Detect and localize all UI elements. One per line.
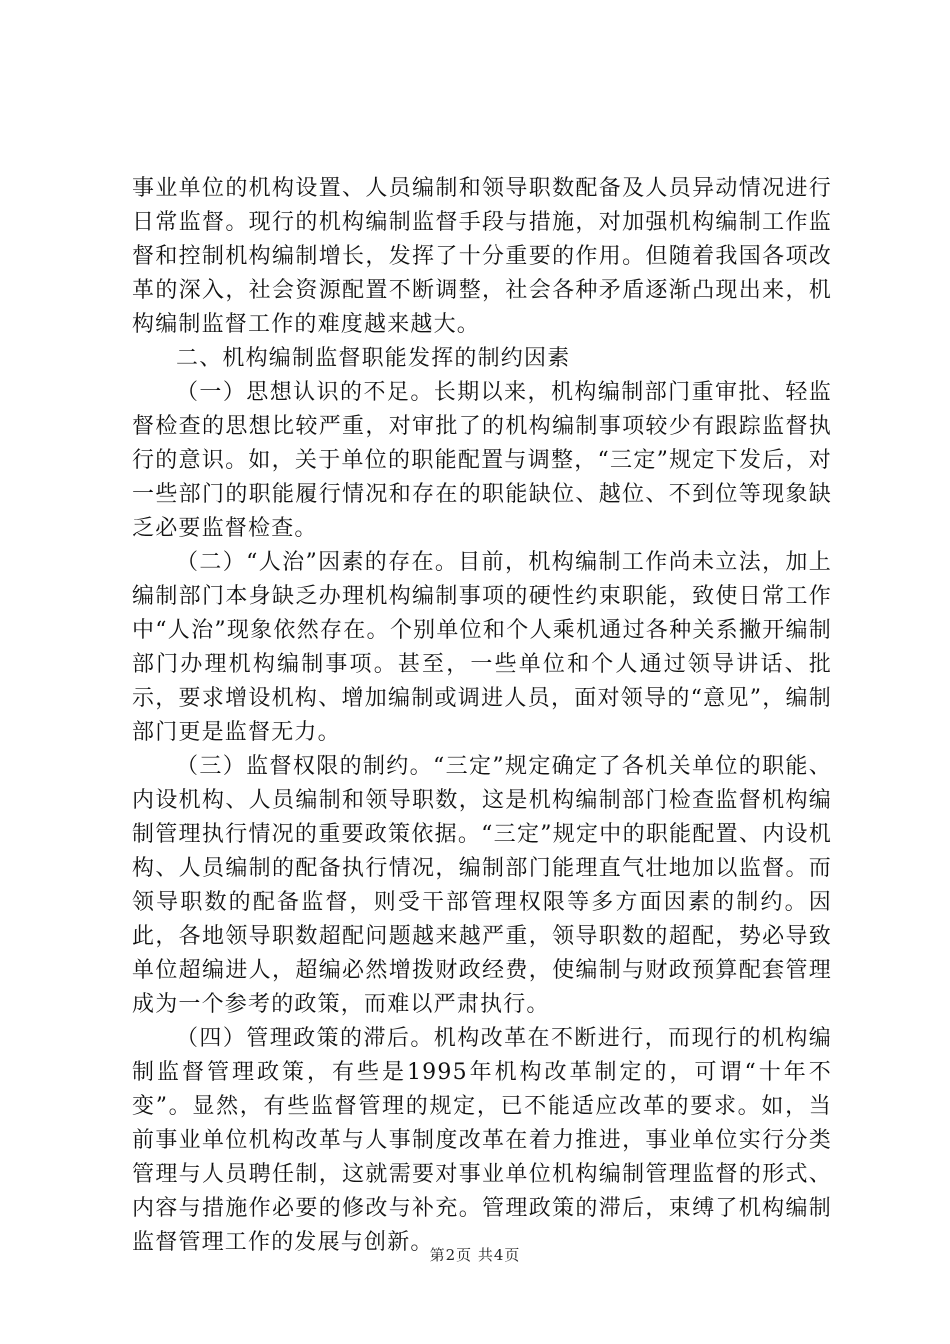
document-body bbox=[132, 172, 832, 1260]
paragraph-item-3: （三）监督权限的制约。“三定”规定确定了各机关单位的职能、内设机构、人员编制和领导职数，这是机构编制部门检查监督机构编制管理执行情况的重要政策依据。“三定”规定中的职能配置、内设机构、人员编制的配备执行情况，编制部门能理直气壮地加以监督。而领导职数的配备监督，则受干部管理权限等多方面因素的制约。因此，各地领导职数超配问题越来越严重，领导职数的超配，势必导致单位超编进人，超编必然增拨财政经费，使编制与财政预算配套管理成为一个参考的政策，而难以严肃执行。 bbox=[132, 754, 832, 1017]
paragraph-item-4: （四）管理政策的滞后。机构改革在不断进行，而现行的机构编制监督管理政策，有些是1995年机构改革制定的，可谓“十年不变”。显然，有些监督管理的规定，已不能适应改革的要求。如，当前事业单位机构改革与人事制度改革在着力推进，事业单位实行分类管理与人员聘任制，这就需要对事业单位机构编制管理监督的形式、内容与措施作必要的修改与补充。管理政策的滞后，束缚了机构编制监督管理工作的发展与创新。 bbox=[132, 1026, 832, 1255]
section-heading: 二、机构编制监督职能发挥的制约因素 bbox=[176, 346, 571, 371]
paragraph-item-2: （二）“人治”因素的存在。目前，机构编制工作尚未立法，加上编制部门本身缺乏办理机构编制事项的硬性约束职能，致使日常工作中“人治”现象依然存在。个别单位和个人乘机通过各种关系撇开编制部门办理机构编制事项。甚至，一些单位和个人通过领导讲话、批示，要求增设机构、增加编制或调进人员，面对领导的“意见”，编制部门更是监督无力。 bbox=[132, 550, 832, 745]
paragraph-item-1: （一）思想认识的不足。长期以来，机构编制部门重审批、轻监督检查的思想比较严重，对审批了的机构编制事项较少有跟踪监督执行的意识。如，关于单位的职能配置与调整，“三定”规定下发后，对一些部门的职能履行情况和存在的职能缺位、越位、不到位等现象缺乏必要监督检查。 bbox=[132, 380, 832, 541]
page-number: 第2页 共4页 bbox=[429, 1246, 521, 1264]
paragraph-continuation: 事业单位的机构设置、人员编制和领导职数配备及人员异动情况进行日常监督。现行的机构编制监督手段与措施，对加强机构编制工作监督和控制机构编制增长，发挥了十分重要的作用。但随着我国各项改革的深入，社会资源配置不断调整，社会各种矛盾逐渐凸现出来，机构编制监督工作的难度越来越大。 bbox=[132, 176, 832, 337]
